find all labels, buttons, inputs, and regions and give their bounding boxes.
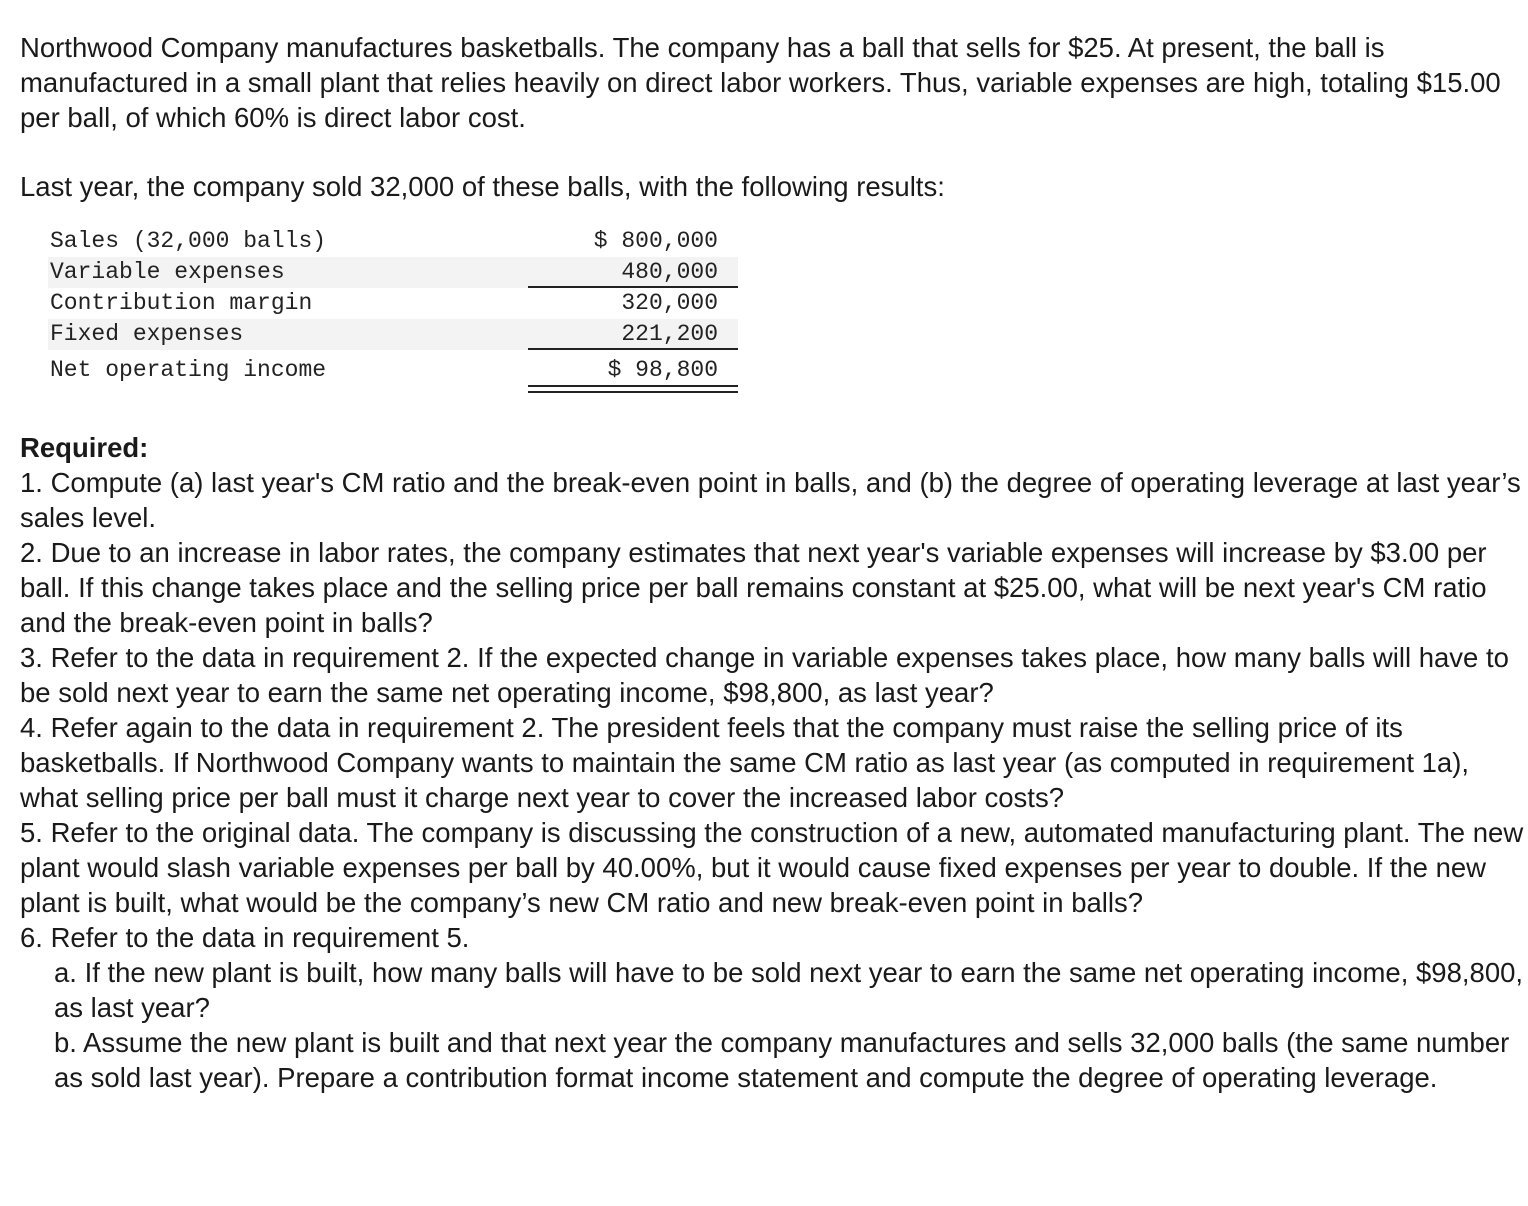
income-statement-table <box>48 226 738 390</box>
row-label: Contribution margin <box>50 290 313 316</box>
requirement-6b: b. Assume the new plant is built and that next year the company manufactures and sells 32,000 balls (the same number as sold last year). Prepare a contribution format income statement and compute the degree of operating leverage. <box>54 1027 1510 1093</box>
requirement-6a: a. If the new plant is built, how many balls will have to be sold next year to earn the same net operating income, $98,800, as last year? <box>54 957 1524 1023</box>
statement-row-net-operating-income <box>48 350 738 390</box>
row-amount: 320,000 <box>621 290 718 316</box>
requirement-1: 1. Compute (a) last year's CM ratio and the break-even point in balls, and (b) the degree of operating leverage at last year’s sales level. <box>20 467 1521 533</box>
requirement-2: 2. Due to an increase in labor rates, the company estimates that next year's variable expenses will increase by $3.00 per ball. If this change takes place and the selling price per ball remains constant at $25.00, what will be next year's CM ratio and the break-even point in balls? <box>20 537 1487 638</box>
row-label: Sales (32,000 balls) <box>50 228 327 254</box>
requirement-5: 5. Refer to the original data. The company is discussing the construction of a new, automated manufacturing plant. The new plant would slash variable expenses per ball by 40.00%, but it would cause fixed expenses per year to double. If the new plant is built, what would be the company’s new CM ratio and new break-even point in balls? <box>20 817 1524 918</box>
row-amount: $ 98,800 <box>607 357 718 383</box>
statement-row-fixed-expenses <box>48 319 738 350</box>
required-section <box>20 430 1526 1095</box>
statement-row-contribution-margin <box>48 288 738 319</box>
requirement-3: 3. Refer to the data in requirement 2. If the expected change in variable expenses takes place, how many balls will have to be sold next year to earn the same net operating income, $98,800, as last year? <box>20 642 1509 708</box>
requirements-list <box>20 465 1526 1095</box>
lead-sentence: Last year, the company sold 32,000 of these balls, with the following results: <box>20 171 945 202</box>
statement-row-sales <box>48 226 738 257</box>
statement-row-variable-expenses <box>48 257 738 288</box>
row-label: Net operating income <box>50 357 327 383</box>
requirement-6: 6. Refer to the data in requirement 5. <box>20 922 470 953</box>
row-amount: 480,000 <box>621 259 718 285</box>
row-label: Variable expenses <box>50 259 285 285</box>
row-amount: 221,200 <box>621 321 718 347</box>
document-page <box>20 30 1526 1095</box>
row-amount: $ 800,000 <box>593 228 718 254</box>
intro-paragraph: Northwood Company manufactures basketballs. The company has a ball that sells for $25. At present, the ball is manufactured in a small plant that relies heavily on direct labor workers. Thus, variable expenses are high, totaling $15.00 per ball, of which 60% is direct labor cost. <box>20 32 1501 133</box>
required-heading: Required: <box>20 432 149 463</box>
requirement-4: 4. Refer again to the data in requirement 2. The president feels that the company must raise the selling price of its basketballs. If Northwood Company wants to maintain the same CM ratio as last year (as computed in requirement 1a), what selling price per ball must it charge next year to cover the increased labor costs? <box>20 712 1470 813</box>
row-label: Fixed expenses <box>50 321 244 347</box>
